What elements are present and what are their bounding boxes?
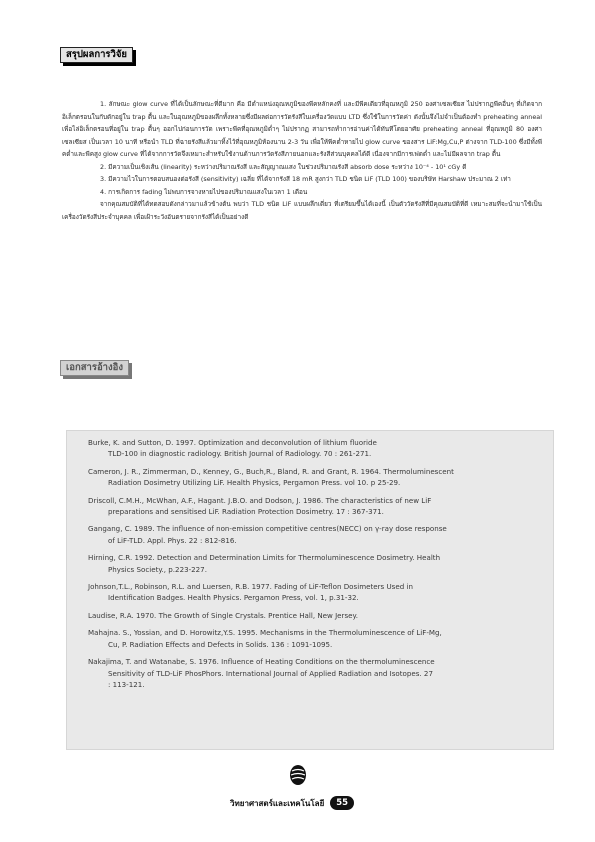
reference-list xyxy=(88,437,538,696)
reference-continuation: : 113-121. xyxy=(108,679,145,689)
page-number: 55 xyxy=(330,796,354,810)
reference-lead: Nakajima, T. and Watanabe, S. 1976. Influence of Heating Conditions on the thermoluminescence xyxy=(88,657,435,667)
reference-item xyxy=(88,523,538,546)
reference-item xyxy=(88,610,538,621)
reference-continuation: preparations and sensitised LiF. Radiation Protection Dosimetry. 17 : 367-371. xyxy=(108,507,384,517)
reference-continuation: Cu, P. Radiation Effects and Defects in Solids. 136 : 1091-1095. xyxy=(108,639,333,649)
summary-body xyxy=(62,98,542,223)
page-footer xyxy=(230,796,354,810)
summary-paragraph: 4. การเกิดการ fading ไม่พบการจางหายไปของปริมาณแสงในเวลา 1 เดือน xyxy=(100,187,308,196)
reference-item xyxy=(88,495,538,518)
reference-continuation: Physics Society., p.223-227. xyxy=(108,564,207,574)
section-heading-summary: สรุปผลการวิจัย xyxy=(60,47,133,63)
reference-lead: Gangang, C. 1989. The influence of non-emission competitive centres(NECC) on γ-ray dose response xyxy=(88,524,447,534)
reference-lead: Hirning, C.R. 1992. Detection and Determination Limits for Thermoluminescence Dosimetry. Health xyxy=(88,553,441,563)
reference-lead: Mahajna. S., Yossian, and D. Horowitz,Y.S. 1995. Mechanisms in the Thermoluminescence of LiF-Mg, xyxy=(88,628,442,638)
reference-lead: Cameron, J. R., Zimmerman, D., Kenney, G., Buch,R., Bland, R. and Grant, R. 1964. Thermoluminescent xyxy=(88,466,454,476)
reference-item xyxy=(88,581,538,604)
reference-continuation: Radiation Dosimetry Utilizing LiF. Health Physics, Pergamon Press. vol 10. p 25-29. xyxy=(108,478,401,488)
reference-item xyxy=(88,466,538,489)
summary-paragraph: 1. ลักษณะ glow curve ที่ได้เป็นลักษณะที่ดีมาก คือ มีตำแหน่งอุณหภูมิของพีคหลักคงที่ และมีพีคเดียวที่อุณหภูมิ 250 องศาเซลเซียส ไม่ปรากฏพีคอื่นๆ ที่เกิดจากอิเล็กตรอนในกับดักอยู่ใน trap ตื้น และในอุณหภูมิของผลึกทั้งหลายซึ่งมีผลต่อการวัดรังสีในเครื่องวัดแบบ LTD ซึ่งใช้ในการวัดค่า ดังนั้นจึงไม่จำเป็นต้องทำ preheating anneal เพื่อไล่อิเล็กตรอนที่อยู่ใน trap ตื้นๆ ออกไปก่อนการวัด เพราะพีคที่อุณหภูมิต่ำๆ ไม่ปรากฏ สามารถทำการอ่านค่าได้ทันทีโดยอาศัย preheating anneal ที่อุณหภูมิ 80 องศาเซลเซียส เป็นเวลา 10 นาที หรือนำ TLD ที่ฉายรังสีแล้วมาทิ้งไว้ที่อุณหภูมิห้องนาน 2-3 วัน เพื่อให้พีคต่ำหายไป glow curve ของสาร LiF:Mg,Cu,P ต่างจาก TLD-100 ซึ่งมีทั้งพีคต่ำและพีคสูง glow curve ที่ได้จากการวัดจึงเหมาะสำหรับใช้งานด้านการวัดรังสีภายนอกและรังสีส่วนบุคคลได้ดี เนื่องจากมีการเฟดต่ำ และไม่มีผลจาก trap ตื้น xyxy=(62,100,542,158)
reference-lead: Driscoll, C.M.H., McWhan, A.F., Hagant. J.B.O. and Dodson, J. 1986. The characteristics of new LiF xyxy=(88,495,432,505)
reference-continuation: Sensitivity of TLD-LiF PhosPhors. International Journal of Applied Radiation and Isotopes. 27 xyxy=(108,668,433,678)
journal-logo-icon xyxy=(289,764,307,790)
reference-lead: Johnson,T.L., Robinson, R.L. and Luersen, R.B. 1977. Fading of LiF-Teflon Dosimeters Used in xyxy=(88,582,413,592)
reference-continuation: Identification Badges. Health Physics. Pergamon Press, vol. 1, p.31-32. xyxy=(108,593,359,603)
reference-lead: Laudise, R.A. 1970. The Growth of Single Crystals. Prentice Hall, New Jersey. xyxy=(88,610,358,620)
reference-item xyxy=(88,627,538,650)
reference-continuation: of LiF-TLD. Appl. Phys. 22 : 812-816. xyxy=(108,535,237,545)
journal-title: วิทยาศาสตร์และเทคโนโลยี xyxy=(230,798,325,808)
reference-item xyxy=(88,552,538,575)
section-heading-references: เอกสารอ้างอิง xyxy=(60,360,129,376)
summary-conclusion: จากคุณสมบัติที่ได้ทดสอบดังกล่าวมาแล้วข้างต้น พบว่า TLD ชนิด LiF แบบผลึกเดี่ยว ที่เตรียมขึ้นได้เองนี้ เป็นตัววัดรังสีที่มีคุณสมบัติที่ดี เหมาะสมที่จะนำมาใช้เป็นเครื่องวัดรังสีประจำบุคคล เพื่อเฝ้าระวังอันตรายจากรังสีได้เป็นอย่างดี xyxy=(62,200,542,221)
reference-lead: Burke, K. and Sutton, D. 1997. Optimization and deconvolution of lithium fluoride xyxy=(88,438,377,447)
summary-paragraph: 2. มีความเป็นเชิงเส้น (linearity) ระหว่างปริมาณรังสี และสัญญาณแสง ในช่วงปริมาณรังสี absorb dose ระหว่าง 10⁻⁴ - 10¹ cGy ดี xyxy=(100,162,467,171)
reference-item xyxy=(88,656,538,690)
reference-continuation: TLD-100 in diagnostic radiology. British Journal of Radiology. 70 : 261-271. xyxy=(108,449,372,459)
reference-item xyxy=(88,437,538,460)
summary-paragraph: 3. มีความไวในการตอบสนองต่อรังสี (sensitivity) เฉลี่ย ที่ได้จากรังสี 18 mR สูงกว่า TLD ชนิด LiF (TLD 100) ของบริษัท Harshaw ประมาณ 2 เท่า xyxy=(100,175,511,183)
